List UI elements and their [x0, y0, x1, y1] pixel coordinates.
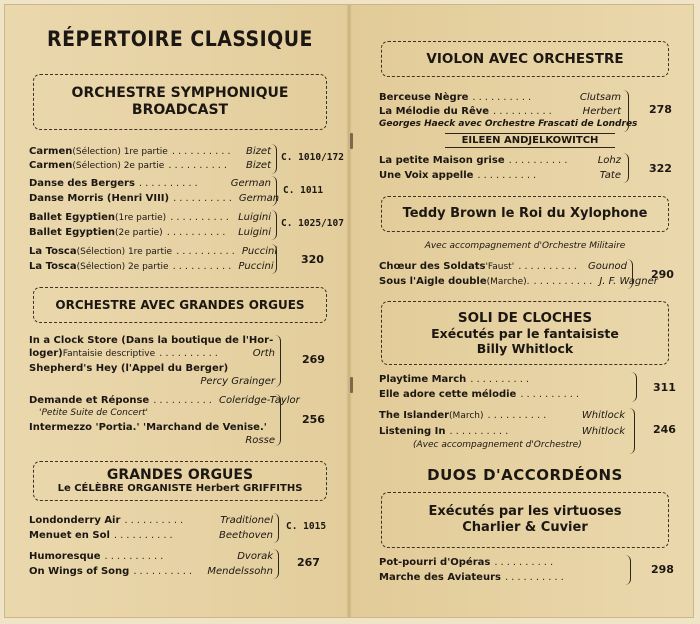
record-row: Ballet Egyptien (2e partie) .......... Luigini	[29, 227, 271, 238]
section-note: Avec accompagnement d'Orchestre Militaire	[424, 241, 626, 251]
record-row: On Wings of Song .......... Mendelssohn	[29, 566, 273, 577]
section-title: Teddy Brown le Roi du Xylophone	[402, 206, 648, 222]
record-row: Humoresque .......... Dvorak	[29, 551, 273, 562]
brace	[629, 408, 635, 454]
record-row: La Tosca (Sélection) 2e partie .......... Puccini	[29, 261, 274, 272]
section-header-virtuoses	[381, 492, 669, 548]
section-title: ORCHESTRE SYMPHONIQUE	[71, 85, 289, 102]
section-header-violon	[381, 41, 669, 77]
record-row: La petite Maison grise .......... Lohz	[379, 155, 621, 166]
section-title: VIOLON AVEC ORCHESTRE	[426, 50, 624, 67]
section-subtitle: Exécutés par le fantaisiste	[431, 326, 619, 342]
record-row: La Mélodie du Rêve .......... Herbert	[379, 106, 621, 117]
brace	[271, 176, 277, 206]
section-title: GRANDES ORGUES	[106, 466, 254, 483]
record-number: C. 1015	[286, 521, 327, 532]
record-row: loger) Fantaisie descriptive .......... Orth	[29, 348, 275, 359]
record-row: Sous l'Aigle double (Marche). .......... J. F. Wagner	[379, 276, 658, 287]
brace	[623, 90, 629, 132]
record-row: Marche des Aviateurs ..........	[379, 572, 567, 583]
section-title: Exécutés par les virtuoses	[428, 504, 622, 520]
composer-line: Rosse	[245, 435, 275, 446]
brace	[623, 153, 629, 183]
record-number: 322	[649, 162, 672, 175]
brace	[273, 513, 279, 543]
record-row: Danse Morris (Henri VIII) .......... German	[29, 193, 280, 204]
record-row: Carmen (Sélection) 1re partie .......... Bizet	[29, 146, 271, 157]
brace	[271, 144, 277, 174]
record-number: C. 1010/172	[281, 152, 344, 163]
section-header-symphonique	[33, 74, 327, 130]
section-subtitle: Billy Whitlock	[476, 341, 574, 357]
composer-line: Percy Grainger	[200, 376, 275, 387]
record-number: 320	[301, 253, 324, 266]
record-number: 269	[302, 353, 325, 366]
left-page	[25, 5, 344, 617]
record-number: C. 1025/107	[281, 218, 344, 229]
brace	[627, 259, 633, 289]
record-note: 'Petite Suite de Concert'	[39, 408, 149, 418]
record-row: The Islander (March) .......... Whitlock	[379, 410, 625, 421]
record-row: Ballet Egyptien (1re partie) .......... Luigini	[29, 212, 271, 223]
brace	[631, 372, 637, 402]
brace	[275, 335, 281, 387]
record-row: In a Clock Store (Dans la boutique de l'Hor-	[29, 335, 274, 346]
record-row: Elle adore cette mélodie ..........	[379, 389, 583, 400]
record-row: Intermezzo 'Portia.' 'Marchand de Venise.'	[29, 422, 267, 433]
record-row: Shepherd's Hey (l'Appel du Berger)	[29, 363, 229, 374]
record-note: Georges Haeck avec Orchestre Frascati de Londres	[379, 119, 638, 129]
staple	[350, 377, 353, 393]
section-subtitle: BROADCAST	[131, 102, 229, 118]
record-row: Chœur des Soldats 'Faust' .......... Gounod	[379, 261, 627, 272]
section-header-xylophone	[381, 196, 669, 232]
page-title: RÉPERTOIRE CLASSIQUE	[47, 27, 313, 51]
record-row: Menuet en Sol .......... Beethoven	[29, 530, 273, 541]
record-row: Londonderry Air .......... Traditionel	[29, 515, 273, 526]
record-number: 278	[649, 103, 672, 116]
artist-heading: EILEEN ANDJELKOWITCH	[445, 133, 615, 148]
section-title: ORCHESTRE AVEC GRANDES ORGUES	[55, 297, 305, 312]
record-row: Listening In .......... Whitlock	[379, 426, 625, 437]
record-number: C. 1011	[283, 185, 324, 196]
record-number: 311	[653, 381, 676, 394]
record-row: Pot-pourri d'Opéras ..........	[379, 557, 557, 568]
brace	[625, 555, 631, 585]
record-row: Une Voix appelle .......... Tate	[379, 170, 621, 181]
section-subtitle: Le CÉLÈBRE ORGANISTE Herbert GRIFFITHS	[57, 483, 303, 495]
record-row: Demande et Réponse .......... Coleridge-Taylor	[29, 395, 300, 406]
record-number: 246	[653, 423, 676, 436]
brace	[275, 394, 281, 446]
record-row: La Tosca (Sélection) 1re partie .......... Puccini	[29, 246, 278, 257]
brace	[271, 210, 277, 240]
record-row: Carmen (Sélection) 2e partie .......... Bizet	[29, 160, 271, 171]
record-row: Berceuse Nègre .......... Clutsam	[379, 92, 621, 103]
section-title: SOLI DE CLOCHES	[457, 309, 593, 326]
section-header-grandes-orgues	[33, 461, 327, 501]
booklet-spread	[4, 4, 694, 618]
section-subtitle: Charlier & Cuvier	[462, 520, 588, 535]
section-heading-accordeons: DUOS D'ACCORDÉONS	[427, 466, 623, 484]
record-number: 290	[651, 268, 674, 281]
record-number: 267	[297, 556, 320, 569]
record-number: 298	[651, 563, 674, 576]
section-header-cloches	[381, 301, 669, 365]
section-header-orgues	[33, 287, 327, 323]
brace	[273, 549, 279, 579]
brace	[271, 244, 277, 274]
staple	[350, 133, 353, 149]
record-note: (Avec accompagnement d'Orchestre)	[413, 440, 582, 450]
record-number: 256	[302, 413, 325, 426]
record-row: Danse des Bergers .......... German	[29, 178, 271, 189]
record-row: Playtime March ..........	[379, 374, 533, 385]
right-page	[375, 5, 675, 617]
